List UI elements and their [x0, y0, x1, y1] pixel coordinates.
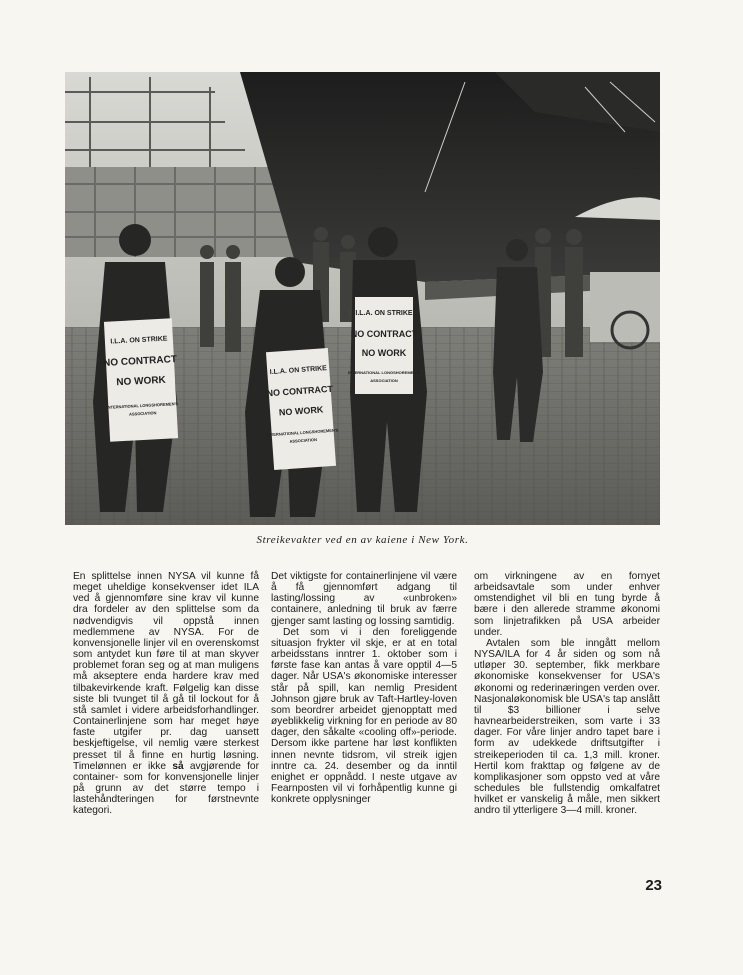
- paragraph: En splittelse innen NYSA vil kunne få meget uheldige konsekvenser idet ILA ved å gjennomføre sine krav vil kunne dra fordeler av den splittelse som da nødvendigvis vil oppstå innen medlemmene av NYSA. For de konvensjonelle linjer vil en overenskomst som antydet kun føre til at man skyver problemet foran seg og at man muligens må akseptere enda hardere krav med tilbakevirkende kraft. Følgelig kan disse siste bli tvunget til å gå til lockout for å stå samlet i videre arbeidsforhandlinger. Containerlinjene som har meget høye faste utgifer pr. dag uansett beskjeftigelse, vil nemlig være sterkest presset til å finne en hurtig løsning. Timelønnen er ikke så avgjørende for container- som for konvensjonelle linjer på grunn av det større tempo i lastehåndteringen for førstnevnte kategori.: [73, 571, 259, 817]
- sign-middle-line-3: NO WORK: [278, 404, 324, 418]
- paragraph: Det som vi i den foreliggende situasjon frykter vil skje, er at en total arbeidsstans inntrer 1. oktober som i første fase kan antas å vare opptil 4—5 dager. Når USA's økonomiske interesser står på spill, kan nemlig President Johnson gjøre bruk av Taft-Hartley-loven som beordrer arbeidet gjenopptatt med øyeblikkelig virkning for en periode av 80 dager, den såkalte «cooling off»-periode. Dersom ikke partene har løst konflikten innen nevnte tidsrom, vil streik igjen inntre ca. 24. desember og da inntil enighet er oppnådd. I neste utgave av Fearnposten vil vi forhåpentlig kunne gi konkrete opplysninger: [271, 626, 457, 806]
- sign-left-line-1: I.L.A. ON STRIKE: [110, 335, 168, 346]
- picket-sign-middle: [262, 348, 339, 470]
- text-column-2: [271, 571, 457, 805]
- picket-sign-right: [348, 297, 420, 394]
- sign-right-line-3: NO WORK: [361, 348, 407, 358]
- sign-middle-line-1: I.L.A. ON STRIKE: [269, 365, 328, 377]
- sign-right-line-4: INTERNATIONAL LONGSHOREMEN'S: [348, 370, 420, 375]
- sign-left-line-3: NO WORK: [116, 374, 167, 389]
- photo-icon: [65, 72, 660, 525]
- sign-middle-line-4: INTERNATIONAL LONGSHOREMEN'S: [266, 427, 339, 438]
- sign-left-line-5: ASSOCIATION: [128, 410, 157, 417]
- paragraph: om virkningene av en fornyet arbeidsavtale som under enhver omstendighet vil bli en tung byrde å bære i den allerede stramme økonomi som linjetrafikken på USA arbeider under.: [474, 571, 660, 638]
- text-column-3: [474, 571, 660, 816]
- paragraph: Avtalen som ble inngått mellom NYSA/ILA for 4 år siden og som nå utløper 30. september, fikk merkbare økonomiske konsekvenser for USA's økonomi og rederinæringen verden over. Nasjonaløkonomisk ble USA's tap anslått til $3 billioner i selve havnearbeiderstreiken, som varte i 33 dager. For våre linjer andro tapet bare i form av udekkede driftsutgifter i streikeperioden til ca. 1,3 mill. kroner. Hertil kom frakttap og følgene av de komplikasjoner som oppsto ved at våre schedules ble fullstendig omkalfatret hvilket er vanskelig å måle, men sikkert andro til ytterligere 3—4 mill. kroner.: [474, 637, 660, 817]
- sign-right-line-1: I.L.A. ON STRIKE: [355, 310, 413, 317]
- emphasis: så: [172, 760, 184, 772]
- page-number: 23: [645, 877, 662, 894]
- paragraph: Det viktigste for containerlinjene vil være å få gjennomført adgang til lasting/lossing av «unbroken» containere, anledning til bruk av færre gjenger samt lasting og lossing samtidig.: [271, 571, 457, 627]
- sign-middle-line-2: NO CONTRACT: [266, 383, 334, 399]
- sign-middle-line-5: ASSOCIATION: [289, 436, 318, 444]
- sign-right-line-5: ASSOCIATION: [370, 378, 398, 383]
- sign-left-line-4: INTERNATIONAL LONGSHOREMEN'S: [106, 401, 179, 410]
- news-photo: [65, 72, 660, 525]
- sign-left-line-2: NO CONTRACT: [102, 354, 178, 369]
- text-column-1: [73, 571, 259, 816]
- photo-caption: Streikevakter ved en av kaiene i New York.: [256, 534, 469, 546]
- sign-right-line-2: NO CONTRACT: [350, 329, 418, 339]
- picket-sign-left: [102, 318, 180, 441]
